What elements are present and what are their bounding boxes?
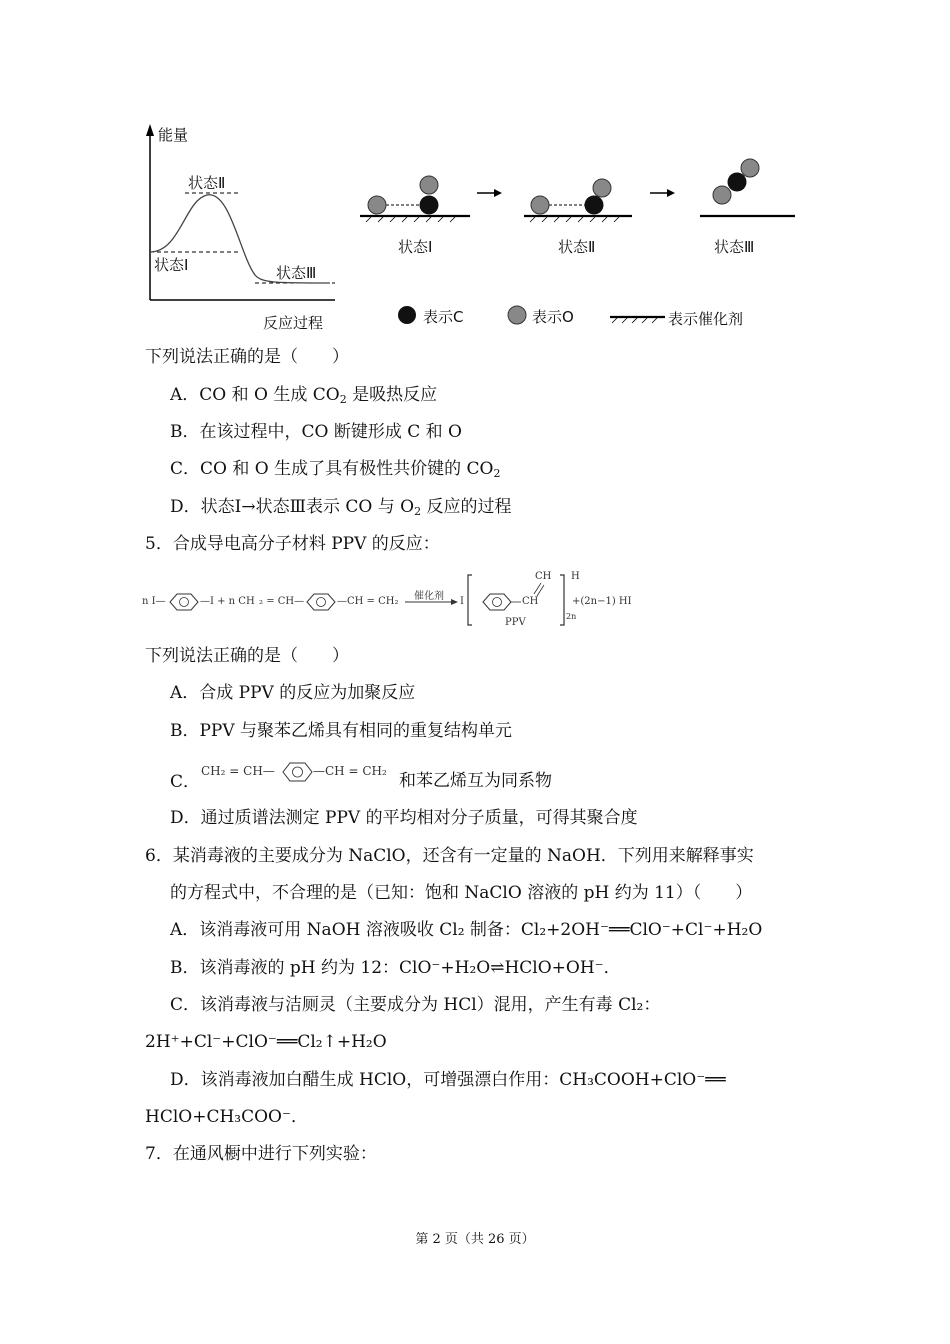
- eq-top-ch: CH: [535, 571, 552, 582]
- eq-tail: —CH = CH₂: [337, 596, 399, 607]
- eq-catalyst: 催化剂: [414, 591, 444, 602]
- eq-i1: —I + n CH: [200, 596, 255, 607]
- state3-label: 状态Ⅲ: [714, 238, 755, 256]
- eq-n1: n I—: [142, 596, 166, 607]
- x-axis-label: 反应过程: [263, 314, 324, 332]
- q5-option-a: A．合成 PPV 的反应为加聚反应: [170, 683, 416, 703]
- eq-i2: I: [460, 596, 464, 607]
- q6-option-d: D．该消毒液加白醋生成 HClO，可增强漂白作用：CH₃COOH+ClO⁻══: [170, 1070, 726, 1090]
- q5-option-b: B．PPV 与聚苯乙烯具有相同的重复结构单元: [170, 721, 513, 741]
- state1-label: 状态Ⅰ: [398, 238, 433, 256]
- q5-stem: 下列说法正确的是（ ）: [145, 646, 349, 666]
- q5-option-c-text: 和苯乙烯互为同系物: [399, 771, 552, 791]
- q5-c-formula-right: —CH = CH₂: [313, 764, 387, 778]
- eq-ch2: ₂ = CH—: [259, 596, 305, 607]
- q4-option-d: D．状态Ⅰ→状态Ⅲ表示 CO 与 $O_2$ 反应的过程: [170, 497, 512, 518]
- y-axis-label: 能量: [158, 126, 189, 144]
- end-label: 状态Ⅲ: [276, 264, 317, 282]
- q6-line1: 6．某消毒液的主要成分为 NaClO，还含有一定量的 NaOH．下列用来解释事实: [145, 846, 754, 866]
- q4-option-a: A．CO 和 O 生成 $CO_2$ 是吸热反应: [170, 385, 438, 406]
- eq-hi: +(2n−1) HI: [572, 596, 632, 607]
- q6-option-b: B．该消毒液的 pH 约为 12：ClO⁻+H₂O⇌HClO+OH⁻．: [170, 958, 621, 978]
- eq-ch: CH: [522, 596, 539, 607]
- q5-option-c-label: C．: [170, 772, 201, 792]
- q5-title: 5．合成导电高分子材料 PPV 的反应：: [145, 534, 440, 554]
- legend-catalyst: 表示催化剂: [668, 310, 744, 328]
- eq-h: H: [571, 571, 580, 582]
- q5-c-formula-left: CH₂ = CH—: [201, 764, 275, 778]
- start-label: 状态Ⅰ: [154, 256, 189, 274]
- q4-option-c: C．CO 和 O 生成了具有极性共价键的 $CO_2$: [170, 459, 501, 480]
- page-footer: 第 2 页（共 26 页）: [415, 1232, 535, 1247]
- q5-option-d: D．通过质谱法测定 PPV 的平均相对分子质量，可得其聚合度: [170, 808, 638, 828]
- q6-option-c: C．该消毒液与洁厕灵（主要成分为 HCl）混用，产生有毒 Cl₂：: [170, 995, 661, 1015]
- q7-title: 7．在通风橱中进行下列实验：: [145, 1144, 377, 1164]
- peak-label: 状态Ⅱ: [188, 174, 226, 192]
- q6-option-c-equation: 2H⁺+Cl⁻+ClO⁻══Cl₂↑+H₂O: [145, 1032, 387, 1052]
- state2-label: 状态Ⅱ: [558, 238, 596, 256]
- q6-option-d-equation: HClO+CH₃COO⁻．: [145, 1107, 308, 1127]
- eq-subscript-2n: 2n: [566, 612, 577, 621]
- eq-ppv: PPV: [505, 617, 526, 628]
- q6-line2: 的方程式中，不合理的是（已知：饱和 NaClO 溶液的 pH 约为 11）（ ）: [170, 883, 753, 903]
- q4-stem: 下列说法正确的是（ ）: [145, 347, 349, 367]
- legend-oxygen: 表示O: [532, 308, 574, 326]
- q6-option-a: A．该消毒液可用 NaOH 溶液吸收 Cl₂ 制备：Cl₂+2OH⁻══ClO⁻+Cl⁻+H₂O: [170, 920, 763, 940]
- q4-option-b: B．在该过程中，CO 断键形成 C 和 O: [170, 422, 462, 442]
- legend-carbon: 表示C: [423, 308, 464, 326]
